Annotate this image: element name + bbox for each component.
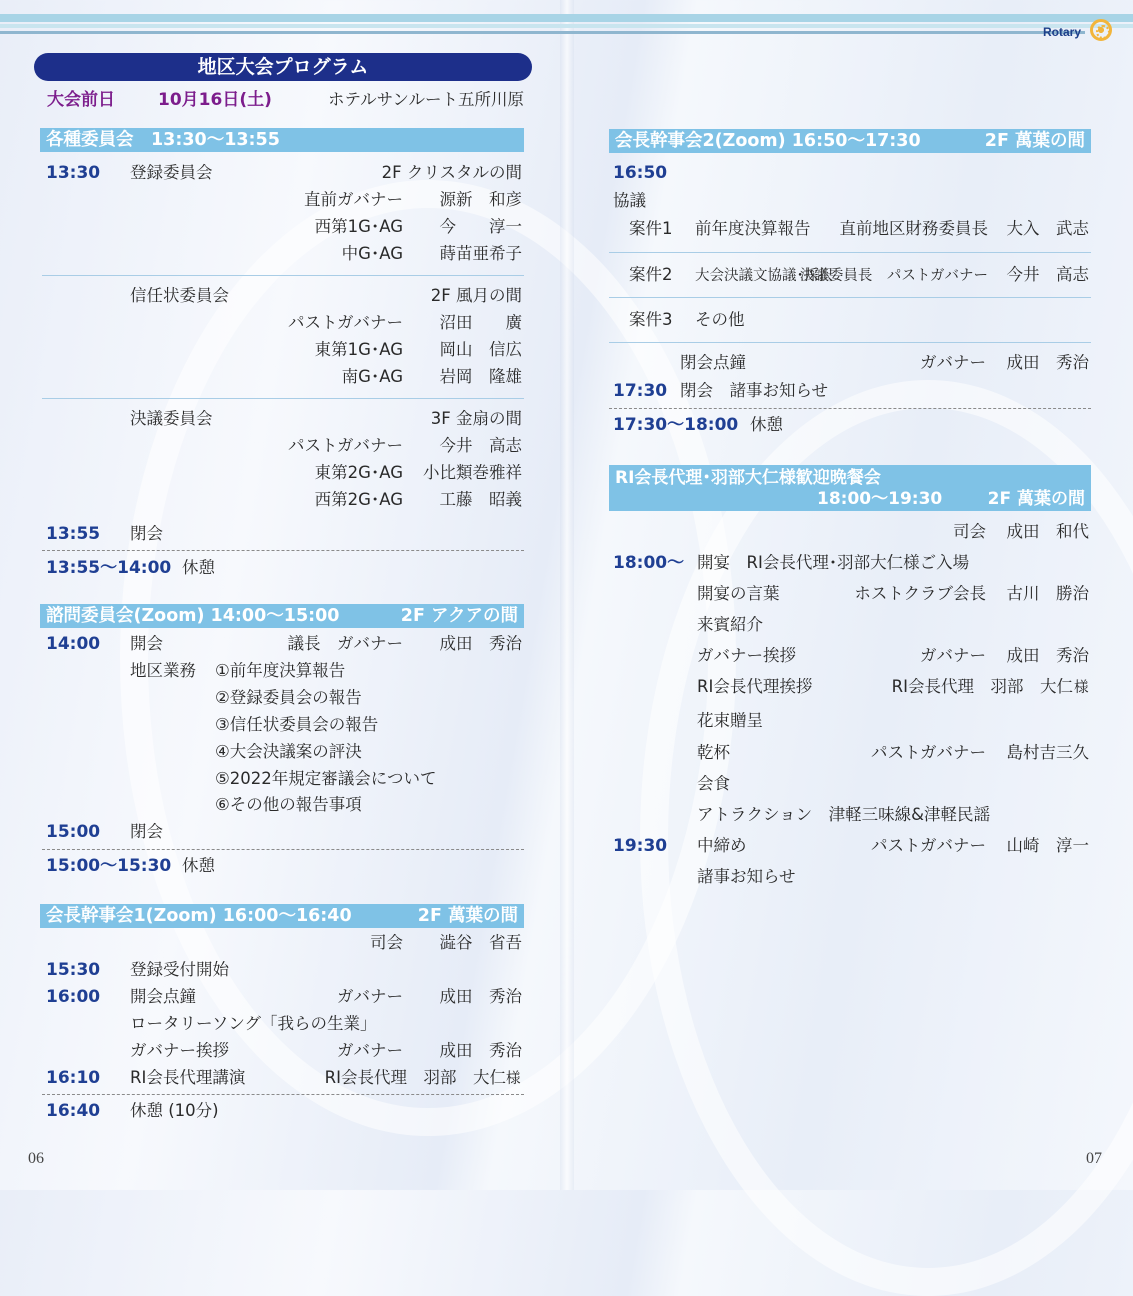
event: 中締め: [697, 836, 747, 855]
section-header-room: 2F アクアの間: [400, 606, 518, 626]
room-name: 2F クリスタルの間: [381, 163, 522, 182]
close-label: 閉会 諸事お知らせ: [680, 381, 829, 400]
person: 大入 武志: [1006, 219, 1089, 238]
person: 蒔苗亜希子: [439, 244, 522, 263]
page-number-left: 06: [28, 1150, 44, 1167]
section-header-room: 2F 萬葉の間: [987, 489, 1085, 509]
page-number-right: 07: [1086, 1150, 1102, 1167]
committee-name: 決議委員会: [130, 409, 213, 428]
section-header: 各種委員会 13:30〜13:55: [40, 128, 524, 152]
section-header: [609, 129, 1091, 153]
role: ガバナー: [920, 353, 986, 372]
person: 成田 秀治: [439, 1041, 522, 1060]
role: ガバナー: [920, 646, 986, 665]
close-label: 閉会: [130, 822, 163, 841]
person: 今井 高志: [439, 436, 522, 455]
work-label: 地区業務: [130, 661, 196, 680]
person: 岡山 信広: [439, 340, 522, 359]
agenda-item: ①前年度決算報告: [215, 661, 346, 680]
page-title: 地区大会プログラム: [34, 53, 532, 81]
open-label: 開会: [130, 634, 163, 653]
divider: [609, 252, 1091, 253]
pre-day-venue: ホテルサンルート五所川原: [328, 90, 524, 109]
committee-name: 登録委員会: [130, 163, 213, 182]
role: 西第2G･AG: [314, 490, 403, 509]
event: RI会長代理挨拶: [697, 677, 813, 696]
time-label: 15:00〜15:30: [46, 856, 172, 876]
section-header-title: 会長幹事会1(Zoom) 16:00〜16:40: [46, 906, 352, 926]
person: 山崎 淳一: [1006, 836, 1089, 855]
event: 登録受付開始: [130, 960, 229, 979]
person: 島村吉三久: [1006, 743, 1089, 762]
agenda-text: 大会決議文協議･採択: [695, 268, 833, 284]
section-header-title: 会長幹事会2(Zoom) 16:50〜17:30: [615, 131, 921, 151]
rotary-label: Rotary: [1043, 25, 1082, 39]
section-header: [40, 604, 524, 628]
agenda-number: 案件1: [629, 219, 673, 238]
kyogi-label: 協議: [613, 191, 646, 210]
pre-day-label: 大会前日: [47, 90, 115, 110]
room-name: 3F 金扇の間: [430, 409, 522, 428]
person: 成田 秀治: [1006, 646, 1089, 665]
event: 会食: [697, 774, 730, 793]
time-label: 16:50: [613, 163, 668, 183]
agenda-number: 案件2: [629, 265, 673, 284]
role: 直前ガバナー: [304, 190, 403, 209]
role: 東第2G･AG: [314, 463, 403, 482]
top-stripe: [0, 24, 1133, 28]
event: ガバナー挨拶: [130, 1041, 229, 1060]
section-header-room: 2F 萬葉の間: [984, 131, 1085, 151]
break-label: 休憩 (10分): [130, 1101, 219, 1120]
person: 工藤 昭義: [439, 490, 522, 509]
event: 来賓紹介: [697, 615, 763, 634]
time-label: 19:30: [613, 836, 668, 856]
time-label: 17:30〜18:00: [613, 415, 739, 435]
time-label: 16:40: [46, 1101, 101, 1121]
agenda-item: ⑥その他の報告事項: [215, 795, 362, 814]
role: パストガバナー: [287, 313, 403, 332]
dashed-divider: [609, 408, 1091, 409]
page-gutter: [560, 0, 574, 1190]
honorific: 様: [1074, 680, 1089, 696]
person: 小比類巻雅祥: [423, 463, 522, 482]
event: 開宴 RI会長代理･羽部大仁様ご入場: [697, 553, 970, 572]
agenda-number: 案件3: [629, 310, 673, 329]
agenda-text: 前年度決算報告: [695, 219, 811, 238]
person: 岩岡 隆雄: [439, 367, 522, 386]
agenda-text: その他: [695, 310, 745, 329]
event: 閉会点鐘: [680, 353, 746, 372]
section-header-room: 2F 萬葉の間: [417, 906, 518, 926]
divider: [42, 275, 524, 276]
event: ロータリーソング「我らの生業」: [130, 1014, 377, 1033]
top-stripe: [0, 14, 1133, 22]
person: 古川 勝治: [1006, 584, 1089, 603]
time-label: 15:30: [46, 960, 101, 980]
role: ガバナー: [337, 1041, 403, 1060]
mc-role: 司会: [370, 933, 403, 952]
role: 直前地区財務委員長: [839, 219, 988, 238]
role: 南G･AG: [341, 367, 403, 386]
time-label: 17:30: [613, 381, 668, 401]
time-label: 18:00〜: [613, 553, 685, 573]
time-label: 13:55〜14:00: [46, 558, 172, 578]
time-label: 15:00: [46, 822, 101, 842]
person: 成田 秀治: [1006, 353, 1089, 372]
dashed-divider: [42, 849, 524, 850]
person: 今井 高志: [1006, 265, 1089, 284]
mc-person: 成田 和代: [1006, 522, 1089, 541]
section-header: [609, 465, 1091, 511]
pre-day-date: 10月16日(土): [158, 90, 272, 110]
person: 源新 和彦: [439, 190, 522, 209]
event: 乾杯: [697, 743, 730, 762]
event: 諸事お知らせ: [697, 867, 796, 886]
honorific: 様: [506, 1071, 521, 1087]
time-label: 13:30: [46, 163, 101, 183]
time-label: 13:55: [46, 524, 101, 544]
section-header: [40, 904, 524, 928]
divider: [609, 297, 1091, 298]
time-label: 16:10: [46, 1068, 101, 1088]
break-label: 休憩: [182, 856, 215, 875]
event: 開会点鐘: [130, 987, 196, 1006]
close-label: 閉会: [130, 524, 163, 543]
person: 成田 秀治: [439, 987, 522, 1006]
dashed-divider: [42, 1094, 524, 1095]
dashed-divider: [42, 550, 524, 551]
time-label: 14:00: [46, 634, 101, 654]
mc-person: 澁谷 省吾: [439, 933, 522, 952]
role: ホストクラブ会長: [854, 584, 986, 603]
role: パストガバナー: [287, 436, 403, 455]
role: 東第1G･AG: [314, 340, 403, 359]
role: 西第1G･AG: [314, 217, 403, 236]
mc-role: 司会: [953, 522, 986, 541]
event: アトラクション 津軽三味線&津軽民謡: [697, 805, 991, 824]
break-label: 休憩: [182, 558, 215, 577]
person: 成田 秀治: [439, 634, 522, 653]
committee-name: 信任状委員会: [130, 286, 229, 305]
role: パストガバナー: [870, 743, 986, 762]
role: RI会長代理 羽部 大仁: [891, 677, 1073, 696]
divider: [609, 342, 1091, 343]
time-label: 16:00: [46, 987, 101, 1007]
person: 今 淳一: [439, 217, 522, 236]
room-name: 2F 風月の間: [430, 286, 522, 305]
role: RI会長代理 羽部 大仁: [324, 1068, 506, 1087]
top-stripe: [0, 31, 1085, 34]
event: RI会長代理講演: [130, 1068, 246, 1087]
event: 開宴の言葉: [697, 584, 780, 603]
agenda-item: ④大会決議案の評決: [215, 742, 362, 761]
agenda-item: ③信任状委員会の報告: [215, 715, 379, 734]
rotary-wheel-icon: [1090, 19, 1112, 41]
divider: [42, 398, 524, 399]
break-label: 休憩: [750, 415, 783, 434]
agenda-item: ⑤2022年規定審議会について: [215, 769, 437, 788]
role: パストガバナー: [870, 836, 986, 855]
section-header-time: 18:00〜19:30: [817, 489, 943, 509]
role: ガバナー: [337, 987, 403, 1006]
role: 議長 ガバナー: [287, 634, 403, 653]
role: 決議委員長 パストガバナー: [799, 268, 988, 284]
event: ガバナー挨拶: [697, 646, 796, 665]
section-header-title: RI会長代理･羽部大仁様歓迎晩餐会: [615, 468, 881, 488]
person: 沼田 廣: [439, 313, 522, 332]
event: 花束贈呈: [697, 711, 763, 730]
role: 中G･AG: [341, 244, 403, 263]
agenda-item: ②登録委員会の報告: [215, 688, 362, 707]
section-header-title: 諮問委員会(Zoom) 14:00〜15:00: [46, 606, 340, 626]
